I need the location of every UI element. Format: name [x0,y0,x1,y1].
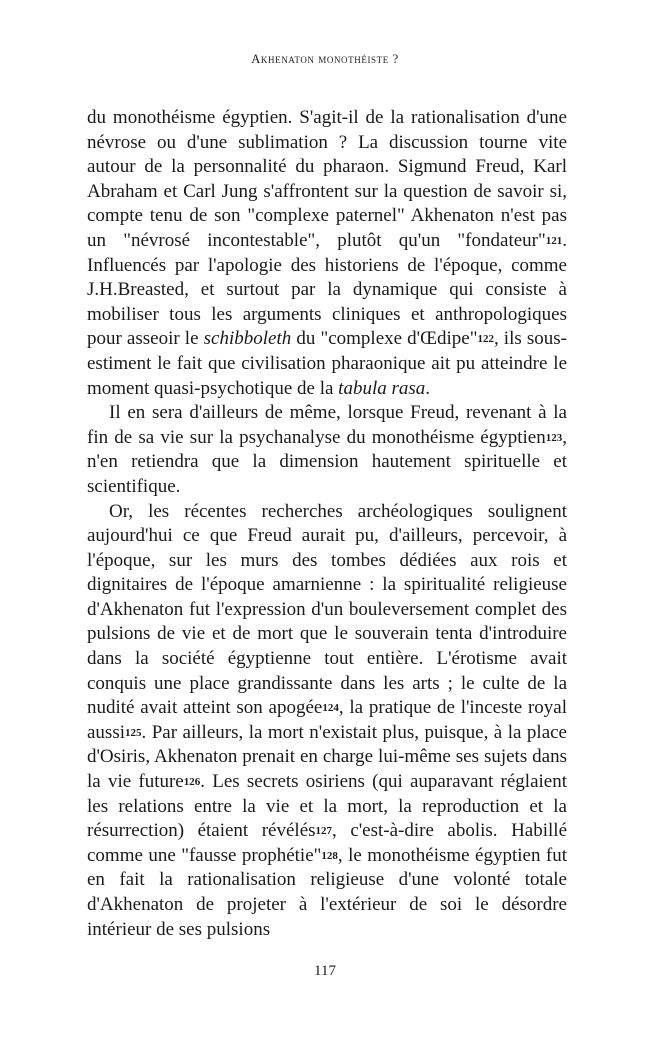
paragraph-2 [87,401,567,499]
paragraph-1 [87,106,567,401]
text-run: . Influencés par l'apologie des historiens de l'époque, comme J.H.Breasted, et surtout par la dynamique qui consiste à mobiliser tous les arguments cliniques et anthropologiques pour asseoir le [87,229,567,350]
text-run: du monothéisme égyptien. S'agit-il de la rationalisation d'une névrose ou d'une sublimation ? La discussion tourne vite autour de la personnalité du pharaon. Sigmund Freud, Karl Abraham et Carl Jung s'affrontent sur la question de savoir si, compte tenu de son "complexe paternel" Akhenaton n'est pas un "névrosé incontestable", plutôt qu'un "fondateur" [87,107,567,251]
italic-term: tabula rasa [338,377,426,399]
footnote-ref-127[interactable]: 127 [315,825,333,838]
running-head: Akhenaton monothéiste ? [251,52,399,66]
page-number: 117 [314,963,336,979]
text-run: Or, les récentes recherches archéologiques soulignent aujourd'hui ce que Freud aurait pu, d'ailleurs, percevoir, à l'époque, sur les murs des tombes dédiées aux rois et dignitaires de l'époque amarnienne : la spiritualité religieuse d'Akhenaton fut l'expression d'un bouleversement complet des pulsions de vie et de mort que le souverain tenta d'introduire dans la société égyptienne tout entière. L'érotisme avait conquis une place grandissante dans les arts ; le culte de la nudité avait atteint son apogée [87,500,567,719]
footnote-ref-128[interactable]: 128 [321,849,338,862]
text-run: . [425,377,431,399]
footnote-ref-122[interactable]: 122 [477,333,494,346]
footnote-ref-126[interactable]: 126 [183,776,201,789]
italic-term: schibboleth [203,328,292,350]
footnote-ref-124[interactable]: 124 [322,702,339,715]
text-run: , c'est-à-dire abolis. Habillé comme une "fausse prophétie" [87,820,568,866]
text-run: , la pratique de l'inceste royal aussi [87,697,568,743]
text-run: du "complexe d'Œdipe" [291,328,478,350]
text-run: Il en sera d'ailleurs de même, lorsque Freud, revenant à la fin de sa vie sur la psychanalyse du monothéisme égyptien [87,402,567,448]
text-run: , le monothéisme égyptien fut en fait la rationalisation religieuse d'une volonté totale d'Akhenaton de projeter à l'extérieur de soi le désordre intérieur de ses pulsions [87,844,567,940]
text-run: . Par ailleurs, la mort n'existait plus, puisque, à la place d'Osiris, Akhenaton prenait en charge lui-même ses sujets dans la vie future [87,721,567,793]
paragraph-3 [87,500,567,943]
footnote-ref-123[interactable]: 123 [545,431,563,444]
text-run: , n'en retiendra que la dimension hautement spirituelle et scientifique. [87,426,567,497]
text-run: , ils sous-estiment le fait que civilisation pharaonique ait pu atteindre le moment quasi-psychotique de la [87,328,567,399]
footnote-ref-121[interactable]: 121 [545,234,563,247]
footnote-ref-125[interactable]: 125 [125,726,142,739]
text-run: . Les secrets osiriens (qui auparavant réglaient les relations entre la vie et la mort, la reproduction et la résurrection) étaient révélés [87,771,567,842]
body-text [87,106,567,942]
